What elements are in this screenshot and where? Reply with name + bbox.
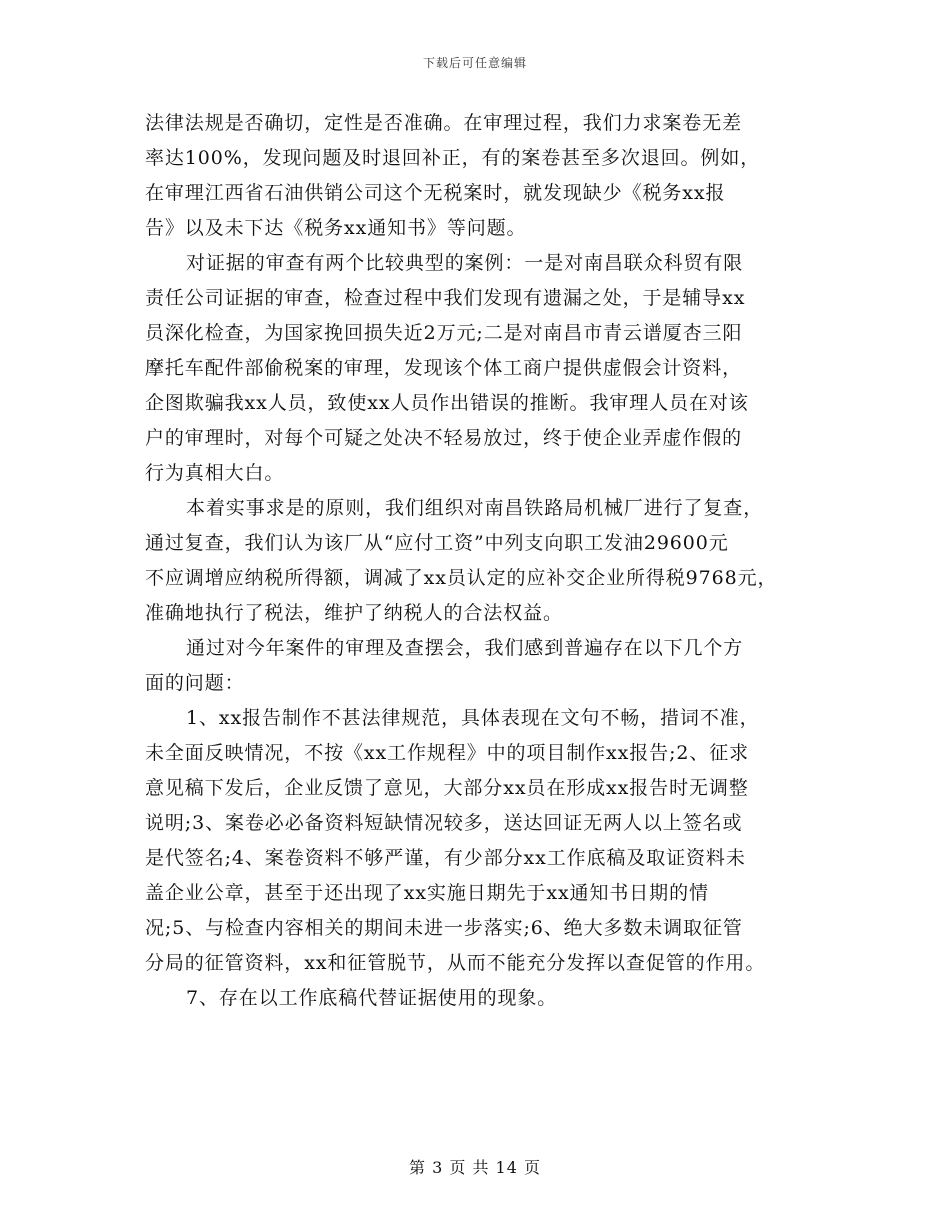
text-line: 面的问题： — [145, 672, 245, 694]
text-line: 盖企业公章，甚至于还出现了xx实施日期先于xx通知书日期的情 — [145, 882, 709, 904]
text-line: 企图欺骗我xx人员，致使xx人员作出错误的推断。我审理人员在对该 — [145, 392, 749, 414]
paragraph-start-line: 7、存在以工作底稿代替证据使用的现象。 — [186, 987, 558, 1009]
text-line: 未全面反映情况，不按《xx工作规程》中的项目制作xx报告;2、征求 — [145, 742, 750, 764]
text-line: 准确地执行了税法，维护了纳税人的合法权益。 — [145, 602, 563, 624]
paragraph-start-line: 本着实事求是的原则，我们组织对南昌铁路局机械厂进行了复查， — [186, 497, 764, 519]
text-line: 不应调增应纳税所得额，调减了xx员认定的应补交企业所得税9768元， — [145, 567, 778, 589]
paragraph-start-line: 通过对今年案件的审理及查摆会，我们感到普遍存在以下几个方 — [186, 637, 744, 659]
text-line: 是代签名;4、案卷资料不够严谨，有少部分xx工作底稿及取证资料未 — [145, 847, 746, 869]
text-line: 况;5、与检查内容相关的期间未进一步落实;6、绝大多数未调取征管 — [145, 917, 743, 939]
text-line: 说明;3、案卷必必备资料短缺情况较多，送达回证无两人以上签名或 — [145, 812, 743, 834]
page-number-footer: 第 3 页 共 14 页 — [409, 1158, 541, 1177]
text-line: 户的审理时，对每个可疑之处决不轻易放过，终于使企业弄虚作假的 — [145, 427, 743, 449]
text-line: 分局的征管资料，xx和征管脱节，从而不能充分发挥以查促管的作用。 — [145, 952, 766, 974]
text-line: 行为真相大白。 — [145, 462, 285, 484]
text-line: 法律法规是否确切，定性是否准确。在审理过程，我们力求案卷无差 — [145, 112, 743, 134]
text-line: 员深化检查，为国家挽回损失近2万元;二是对南昌市青云谱厦杏三阳 — [145, 322, 743, 344]
paragraph-start-line: 对证据的审查有两个比较典型的案例：一是对南昌联众科贸有限 — [186, 252, 744, 274]
paragraph-start-line: 1、xx报告制作不甚法律规范，具体表现在文句不畅，措词不准， — [186, 707, 760, 729]
text-line: 率达100%，发现问题及时退回补正，有的案卷甚至多次退回。例如， — [145, 147, 761, 169]
text-line: 意见稿下发后，企业反馈了意见，大部分xx员在形成xx报告时无调整 — [145, 777, 749, 799]
text-line: 摩托车配件部偷税案的审理，发现该个体工商户提供虚假会计资料， — [145, 357, 743, 379]
page-header: 下载后可任意编辑 — [422, 56, 527, 70]
document-body — [145, 106, 845, 1016]
text-line: 在审理江西省石油供销公司这个无税案时，就发现缺少《税务xx报 — [145, 182, 726, 204]
text-line: 通过复查，我们认为该厂从“应付工资”中列支向职工发油29600元 — [145, 532, 729, 554]
text-line: 责任公司证据的审查，检查过程中我们发现有遗漏之处，于是辅导xx — [145, 287, 746, 309]
text-line: 告》以及未下达《税务xx通知书》等问题。 — [145, 217, 527, 239]
